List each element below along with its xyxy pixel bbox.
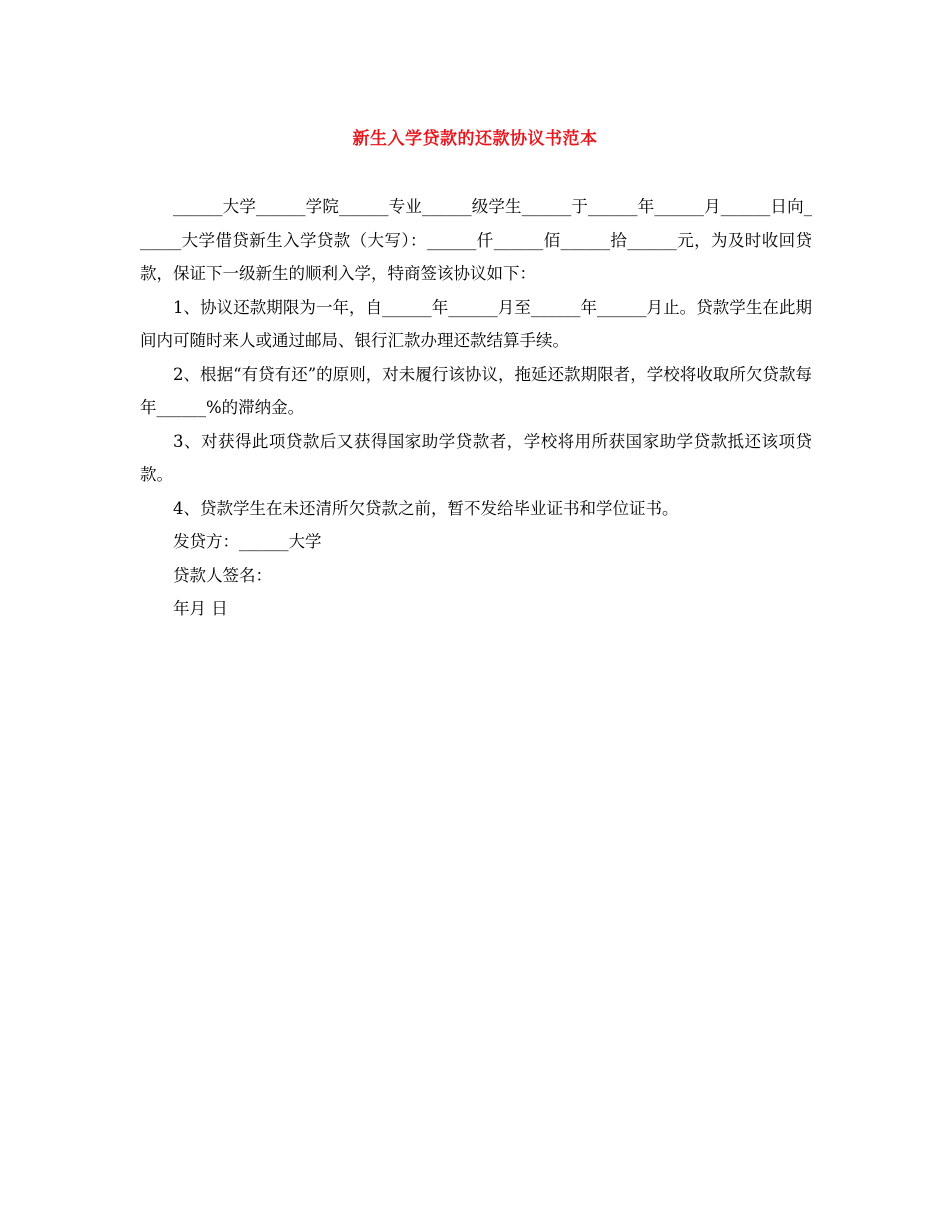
document-title: 新生入学贷款的还款协议书范本 <box>352 129 598 149</box>
document-body <box>140 190 812 626</box>
clause-4: 4、贷款学生在未还清所欠贷款之前，暂不发给毕业证书和学位证书。 <box>173 498 679 518</box>
date-line: 年月 日 <box>173 599 228 618</box>
borrower-signature-line: 贷款人签名： <box>173 565 272 585</box>
intro-paragraph: ______大学______学院______专业______级学生______于______年______月______日向______大学借贷新生入学贷款（大写）：______仟______佰______拾______元，为及时收回贷款，保证下一级新生的顺利入学，特商签该协议如下： <box>140 197 812 283</box>
clause-3: 3、对获得此项贷款后又获得国家助学贷款者，学校将用所获国家助学贷款抵还该项贷款。 <box>140 431 812 484</box>
clause-1: 1、协议还款期限为一年，自______年______月至______年______月止。贷款学生在此期间内可随时来人或通过邮局、银行汇款办理还款结算手续。 <box>140 297 812 350</box>
lender-line: 发贷方：______大学 <box>173 532 322 551</box>
clause-2: 2、根据“有贷有还”的原则，对未履行该协议，拖延还款期限者，学校将收取所欠贷款每年______%的滞纳金。 <box>140 364 812 417</box>
